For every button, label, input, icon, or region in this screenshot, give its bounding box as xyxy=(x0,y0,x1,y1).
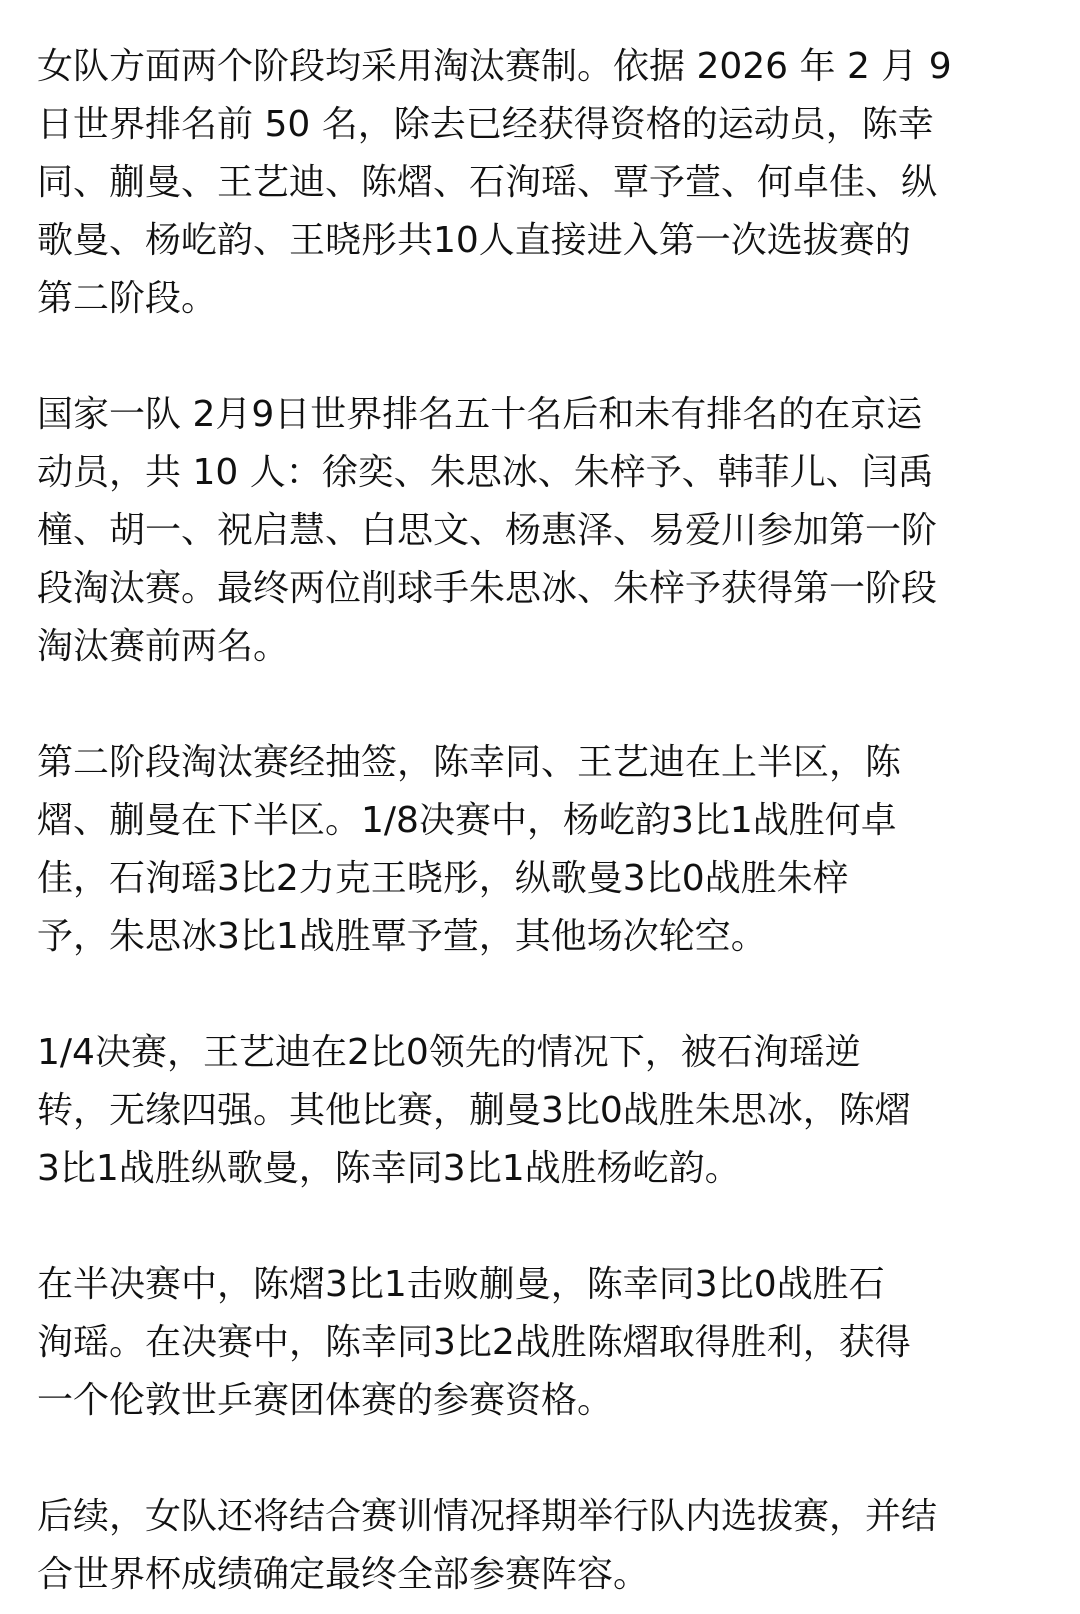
paragraph-quarterfinals: 1/4决赛，王艺迪在2比0领先的情况下，被石洵瑶逆 转，无缘四强。其他比赛，蒯曼3比0战胜朱思冰，陈熠 3比1战胜纵歌曼，陈幸同3比1战胜杨屹韵。 xyxy=(37,1032,911,1189)
paragraph-follow-up: 后续，女队还将结合赛训情况择期举行队内选拔赛，并结 合世界杯成绩确定最终全部参赛阵容。 xyxy=(37,1496,938,1595)
paragraph-first-stage: 国家一队 2月9日世界排名五十名后和未有排名的在京运 动员，共 10 人：徐奕、朱思冰、朱梓予、韩菲儿、闫禹 橦、胡一、祝启慧、白思文、杨惠泽、易爱川参加第一阶 段淘汰赛。最终两位削球手朱思冰、朱梓予获得第一阶段 淘汰赛前两名。 xyxy=(37,394,938,667)
article-body xyxy=(37,38,1052,1604)
paragraph-semifinals-final: 在半决赛中，陈熠3比1击败蒯曼，陈幸同3比0战胜石 洵瑶。在决赛中，陈幸同3比2战胜陈熠取得胜利，获得 一个伦敦世乒赛团体赛的参赛资格。 xyxy=(37,1264,911,1421)
paragraph-women-team-format: 女队方面两个阶段均采用淘汰赛制。依据 2026 年 2 月 9 日世界排名前 50 名，除去已经获得资格的运动员，陈幸 同、蒯曼、王艺迪、陈熠、石洵瑶、覃予萱、何卓佳、纵 歌曼、杨屹韵、王晓彤共10人直接进入第一次选拔赛的 第二阶段。 xyxy=(37,46,952,319)
paragraph-second-stage-draw: 第二阶段淘汰赛经抽签，陈幸同、王艺迪在上半区，陈 熠、蒯曼在下半区。1/8决赛中，杨屹韵3比1战胜何卓 佳，石洵瑶3比2力克王晓彤，纵歌曼3比0战胜朱梓 予，朱思冰3比1战胜覃予萱，其他场次轮空。 xyxy=(37,742,902,957)
